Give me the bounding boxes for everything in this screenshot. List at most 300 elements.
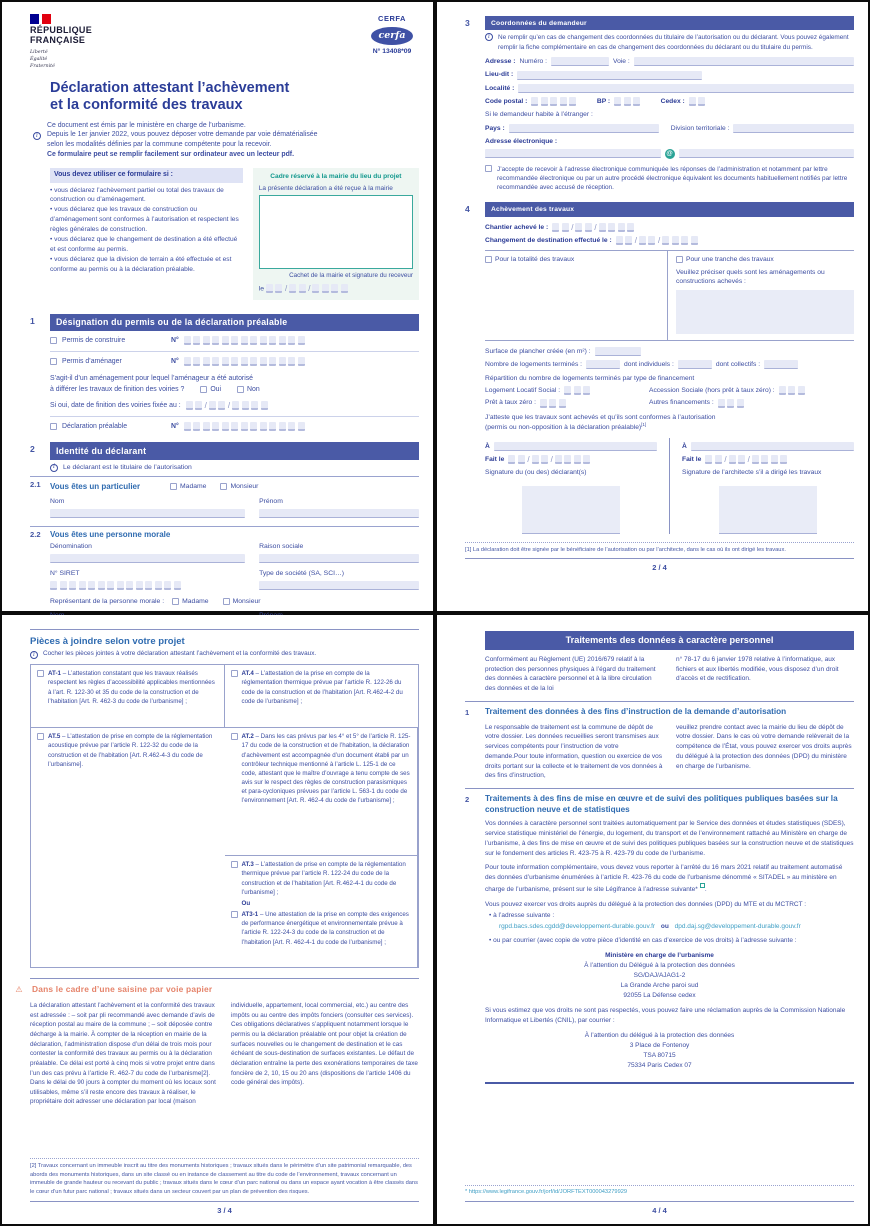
chantier-acheve-date-input[interactable]: [552, 223, 636, 232]
char-box[interactable]: [231, 336, 238, 345]
char-box[interactable]: [569, 97, 576, 106]
at2-checkbox[interactable]: [231, 733, 238, 740]
bp-input[interactable]: [614, 97, 643, 106]
char-box[interactable]: [269, 422, 276, 431]
char-box[interactable]: [691, 236, 698, 245]
char-box[interactable]: [752, 455, 759, 464]
cedex-input[interactable]: [689, 97, 708, 106]
char-box[interactable]: [117, 581, 124, 590]
char-box[interactable]: [209, 401, 216, 410]
oui-label: Oui: [210, 385, 222, 393]
at5-checkbox[interactable]: [37, 733, 44, 740]
pays-field[interactable]: [509, 124, 659, 133]
char-box[interactable]: [738, 455, 745, 464]
char-box[interactable]: [715, 455, 722, 464]
footnote-2: [2] Travaux concernant un immeuble inscrit au titre des monuments historiques ; travaux situés dans le périmètre d’un site patrimonial remarquable, des abords des monuments historiques, dans un site classé ou en instance de classement au titre du code de l’environnement, travaux concernant un immeuble de grande hauteur ou recevant du public ; travaux situés dans le cœur d’un parc national ou dans un espace ayant vocation à être classés dans le cœur d’un futur parc national ; travaux situés dans un secteur couvert par un plan de prévention des risques.: [30, 1158, 419, 1196]
page-number: 4 / 4: [652, 1205, 667, 1215]
char-box[interactable]: [608, 223, 615, 232]
info-icon: [30, 651, 38, 659]
email-domain-field[interactable]: [679, 149, 855, 158]
char-box[interactable]: [574, 386, 581, 395]
intro-line: selon les modalités définies par la commune compétente pour la recevoir.: [47, 141, 272, 149]
section-3-number: 3: [465, 18, 470, 28]
char-box[interactable]: [705, 455, 712, 464]
etranger-label: Si le demandeur habite à l’étranger :: [485, 111, 593, 119]
section-3-title: Coordonnées du demandeur: [485, 16, 854, 30]
ptz-input[interactable]: [540, 399, 569, 408]
char-box[interactable]: [88, 581, 95, 590]
lls-input[interactable]: [564, 386, 593, 395]
char-box[interactable]: [672, 236, 679, 245]
char-box[interactable]: [231, 357, 238, 366]
tranche-note: Veuillez préciser quels sont les aménagements ou constructions achevés :: [676, 269, 825, 286]
mairie-panel-title: Cadre réservé à la mairie du lieu du projet: [270, 172, 402, 180]
autres-financements-input[interactable]: [718, 399, 747, 408]
rgpd-intro-left: Conformément au Règlement (UE) 2016/679 relatif à la protection des personnes physiques à l’égard du traitement des données à caractère personnel et à la libre circulation des données et de la loi: [485, 655, 656, 693]
madame-label: Madame: [182, 597, 209, 605]
representant-madame-checkbox[interactable]: [172, 598, 179, 605]
form-number: N° 13408*09: [372, 47, 412, 55]
intro-line: Ce document est émis par le ministère en charge de l’urbanisme.: [47, 121, 246, 129]
char-box[interactable]: [184, 422, 191, 431]
at4-code: AT.4: [241, 670, 254, 678]
madame-checkbox[interactable]: [170, 483, 177, 490]
cerfa-logo: [371, 14, 413, 56]
denomination-field[interactable]: [50, 554, 245, 563]
dont-collectifs-field[interactable]: [764, 360, 798, 369]
sdes-paragraph: Vos données à caractère personnel sont traitées automatiquement par le Service des données et études statistiques (SDES), service statistique ministériel de l’énergie, du logement, du transport et de l’environnement rattaché au Ministère en charge de l’urbanisme, à des fins de mise en œuvre et de suivi des politiques publiques basées sur la construction neuve et de statistiques sur le fondement des articles R. 423-75 à R. 423-79 du code de l’urbanisme.: [485, 820, 854, 857]
at3-text: – L’attestation de prise en compte de la réglementation thermique prévue par l’article R. 122-24 du code de la construction et de l’habitation [Art. R.462-4-1 du code de l’urbanisme] ;: [241, 861, 406, 896]
char-box[interactable]: [541, 455, 548, 464]
char-box[interactable]: [331, 284, 338, 293]
accept-email-label: J’accepte de recevoir à l’adresse électronique communiquée les réponses de l’administration et notamment par lettre recommandée électronique ou par un autre procédé électronique équivalent les documents habituellement notifiés par lettre recommandée avec accusé de réception.: [497, 165, 848, 192]
attestation-line2: (permis ou non-opposition à la déclaration préalable): [485, 424, 642, 432]
char-box[interactable]: [98, 581, 105, 590]
char-box[interactable]: [564, 386, 571, 395]
char-box[interactable]: [203, 336, 210, 345]
adresse-suivante-bullet: • à l’adresse suivante :: [489, 911, 854, 921]
declaration-prealable-number-input[interactable]: [184, 422, 308, 431]
char-box[interactable]: [559, 399, 566, 408]
char-box[interactable]: [193, 422, 200, 431]
char-box[interactable]: [639, 236, 646, 245]
char-box[interactable]: [222, 357, 229, 366]
char-box[interactable]: [549, 399, 556, 408]
page-footer: [465, 558, 854, 574]
char-box[interactable]: [260, 422, 267, 431]
numero-label: N°: [171, 337, 179, 345]
rgpd-intro-right: n° 78-17 du 6 janvier 1978 relative à l’informatique, aux fichiers et aux libertés modifiée, vous disposez d’un droit d’accès et de rectification.: [676, 655, 839, 683]
legifrance-footnote-link[interactable]: * https://www.legifrance.gouv.fr/jorf/id/JORFTEXT000043279929: [465, 1185, 854, 1197]
at2-text: – Dans les cas prévus par les 4° et 5° de l’article R. 125-17 du code de la construction et de l’habitation, la déclaration d’achèvement est accompagnée d’un document établi par un contrôleur technique mentionné à l’article L. 125-1 de ce code, attestant que le maître d’ouvrage a tenu compte de ses avis sur le respect des règles de construction parasismiques et para-cycloniques prévues par l’article L. 563-1 du code de l’environnement [Art. R. 462-4 du code de l’urbanisme] ;: [241, 733, 411, 805]
char-box[interactable]: [212, 357, 219, 366]
sitadel-paragraph: Pour toute information complémentaire, vous devez vous reporter à l’arrêté du 16 mars 2021 relatif au traitement automatisé des données d’urbanisme énumérées à l’article R. 423-76 du code de l’urbanisme dénommé « SITADEL » au ministère en charge de l’urbanisme, présent sur le site Légifrance à l’adresse suivante*: [485, 864, 843, 893]
signature-declarant-label: Signature du (ou des) déclarant(s): [485, 469, 587, 477]
voie-label: Voie :: [613, 57, 630, 65]
char-box[interactable]: [552, 223, 559, 232]
siret-input[interactable]: [50, 581, 183, 590]
chantier-acheve-label: Chantier achevé le :: [485, 223, 549, 231]
char-box[interactable]: [212, 336, 219, 345]
mairie-stamp-area: [259, 195, 413, 269]
localite-label: Localité :: [485, 84, 515, 92]
char-box[interactable]: [222, 336, 229, 345]
char-box[interactable]: [550, 97, 557, 106]
attestation-line1: J’atteste que les travaux sont achevés et qu’ils sont conformes à l’autorisation: [485, 413, 716, 421]
char-box[interactable]: [616, 236, 623, 245]
voiries-question-line2: à différer les travaux de finition des voiries ?: [50, 385, 185, 393]
pays-label: Pays :: [485, 124, 505, 132]
char-box[interactable]: [299, 284, 306, 293]
lieu-architecte-field[interactable]: [691, 442, 854, 451]
char-box[interactable]: [531, 97, 538, 106]
char-box[interactable]: [279, 357, 286, 366]
representant-monsieur-checkbox[interactable]: [223, 598, 230, 605]
char-box[interactable]: [79, 581, 86, 590]
cerfa-word: CERFA: [378, 14, 406, 23]
char-box[interactable]: [681, 236, 688, 245]
at3-1-checkbox[interactable]: [231, 911, 238, 918]
char-box[interactable]: [633, 97, 640, 106]
char-box[interactable]: [250, 336, 257, 345]
char-box[interactable]: [288, 357, 295, 366]
ministere-address-block: [465, 951, 854, 1001]
char-box[interactable]: [562, 223, 569, 232]
date-separator: /: [308, 284, 311, 293]
mairie-date-label: le: [258, 285, 265, 293]
char-box[interactable]: [560, 97, 567, 106]
rgpd-email-link[interactable]: rgpd.bacs.sdes.cgdd@developpement-durable.gouv.fr: [499, 923, 656, 931]
char-box[interactable]: [269, 357, 276, 366]
a-label: À: [682, 442, 687, 450]
char-box[interactable]: [288, 422, 295, 431]
oui-checkbox[interactable]: [200, 386, 207, 393]
char-box[interactable]: [555, 455, 562, 464]
motto-fraternite: Fraternité: [30, 64, 55, 70]
instruction-text-right: veuillez prendre contact avec la mairie du lieu de dépôt de votre dossier. Dans le cas où votre demande relèverait de la compétence de l’État, vous pouvez exercer vos droits auprès du délégué à la protection des données (DPD) du ministère en charge de l’urbanisme.: [676, 723, 852, 770]
at2-code: AT.2: [241, 733, 254, 741]
lieu-declarant-field[interactable]: [494, 442, 657, 451]
char-box[interactable]: [585, 223, 592, 232]
char-box[interactable]: [780, 455, 787, 464]
document-grid: [2, 2, 868, 1224]
char-box[interactable]: [662, 236, 669, 245]
char-box[interactable]: [729, 455, 736, 464]
changement-destination-date-input[interactable]: [616, 236, 700, 245]
char-box[interactable]: [322, 284, 329, 293]
non-label: Non: [247, 385, 260, 393]
char-box[interactable]: [250, 422, 257, 431]
char-box[interactable]: [583, 386, 590, 395]
adresse-electronique-label: Adresse électronique :: [485, 138, 558, 146]
totalite-label: Pour la totalité des travaux: [495, 255, 575, 263]
char-box[interactable]: [779, 386, 786, 395]
char-box[interactable]: [232, 401, 239, 410]
char-box[interactable]: [618, 223, 625, 232]
permis-amenager-checkbox[interactable]: [50, 358, 57, 365]
at3-1-code: AT3-1: [241, 911, 259, 919]
char-box[interactable]: [624, 97, 631, 106]
date-finition-input[interactable]: [186, 401, 270, 410]
fait-le-declarant-date-input[interactable]: [508, 455, 592, 464]
lieu-dit-label: Lieu-dit :: [485, 71, 514, 79]
page-number: 3 / 4: [217, 1205, 232, 1215]
char-box[interactable]: [289, 284, 296, 293]
char-box[interactable]: [60, 581, 67, 590]
footnote-1: [1] La déclaration doit être signée par le bénéficiaire de l’autorisation ou par l’architecte, dans le cas où ils ont dirigé les travaux.: [465, 542, 854, 555]
char-box[interactable]: [193, 357, 200, 366]
form-title: [50, 80, 419, 113]
subsection-2-2-title: Vous êtes une personne morale: [50, 529, 171, 539]
char-box[interactable]: [145, 581, 152, 590]
attachments-grid: [30, 664, 419, 968]
signature-declarant-area[interactable]: [522, 486, 620, 534]
traitements-donnees-title: Traitements des données à caractère personnel: [485, 631, 854, 650]
char-box[interactable]: [288, 336, 295, 345]
char-box[interactable]: [275, 284, 282, 293]
cnil-paragraph: Si vous estimez que vos droits ne sont pas respectés, vous pouvez faire une réclamation auprès de la Commission Nationale Informatique et Libertés (CNIL), par courrier :: [485, 1007, 846, 1024]
char-box[interactable]: [222, 422, 229, 431]
permis-construire-label: Permis de construire: [62, 337, 126, 345]
monsieur-checkbox[interactable]: [220, 483, 227, 490]
char-box[interactable]: [251, 401, 258, 410]
ou-label: ou: [660, 923, 669, 931]
permis-amenager-number-input[interactable]: [184, 357, 308, 366]
char-box[interactable]: [241, 422, 248, 431]
page-3: [2, 615, 433, 1224]
char-box[interactable]: [575, 223, 582, 232]
mairie-date-input[interactable]: [266, 284, 350, 293]
address-line: À l’attention du délégué à la protection des données: [584, 1031, 735, 1039]
char-box[interactable]: [771, 455, 778, 464]
char-box[interactable]: [231, 422, 238, 431]
non-checkbox[interactable]: [237, 386, 244, 393]
signature-architecte-area[interactable]: [719, 486, 817, 534]
changement-destination-label: Changement de destination effectué le :: [485, 237, 612, 245]
code-postal-input[interactable]: [531, 97, 579, 106]
fait-le-architecte-date-input[interactable]: [705, 455, 789, 464]
char-box[interactable]: [107, 581, 114, 590]
pieces-a-joindre-title: Pièces à joindre selon votre projet: [30, 636, 185, 647]
char-box[interactable]: [241, 357, 248, 366]
char-box[interactable]: [261, 401, 268, 410]
dont-individuels-field[interactable]: [678, 360, 712, 369]
char-box[interactable]: [279, 422, 286, 431]
numero-field[interactable]: [551, 57, 609, 66]
char-box[interactable]: [508, 455, 515, 464]
section-4-title: Achèvement des travaux: [485, 202, 854, 216]
char-box[interactable]: [250, 357, 257, 366]
tranche-details-textarea[interactable]: [676, 290, 854, 334]
p4-section-2-number: 2: [465, 795, 470, 804]
monsieur-label: Monsieur: [232, 597, 261, 605]
date-separator: /: [747, 455, 750, 465]
char-box[interactable]: [564, 455, 571, 464]
char-box[interactable]: [583, 455, 590, 464]
char-box[interactable]: [788, 386, 795, 395]
rf-line1: RÉPUBLIQUE: [30, 25, 93, 35]
at1-checkbox[interactable]: [37, 670, 44, 677]
voie-field[interactable]: [634, 57, 854, 66]
char-box[interactable]: [541, 97, 548, 106]
p4-section-2-title: Traitements à des fins de mise en œuvre et de suivi des politiques publiques basées sur la construction neuve et de statistiques: [485, 794, 838, 814]
address-line: 3 Place de Fontenoy: [629, 1041, 690, 1049]
char-box[interactable]: [689, 97, 696, 106]
declaration-prealable-label: Déclaration préalable: [62, 422, 128, 430]
char-box[interactable]: [218, 401, 225, 410]
nom-field[interactable]: [50, 509, 245, 518]
char-box[interactable]: [241, 336, 248, 345]
dont-individuels-label: dont individuels :: [624, 361, 674, 369]
char-box[interactable]: [69, 581, 76, 590]
char-box[interactable]: [627, 223, 634, 232]
char-box[interactable]: [266, 284, 273, 293]
type-societe-label: Type de société (SA, SCI…): [259, 570, 345, 578]
use-form-bullet: • vous déclarez que la division de terrain a été effectuée et est conforme au permis ou à la déclaration préalable.: [50, 255, 243, 275]
address-line: 75334 Paris Cedex 07: [627, 1061, 692, 1069]
section-2-number: 2: [30, 444, 35, 455]
mairie-cachet-label: Cachet de la mairie et signature du receveur: [289, 272, 413, 280]
char-box[interactable]: [298, 422, 305, 431]
char-box[interactable]: [260, 336, 267, 345]
permis-construire-checkbox[interactable]: [50, 337, 57, 344]
intro-line-bold: Ce formulaire peut se remplir facilement sur ordinateur avec un lecteur pdf.: [47, 151, 294, 159]
email-local-field[interactable]: [485, 149, 661, 158]
date-separator: /: [634, 236, 637, 246]
char-box[interactable]: [184, 336, 191, 345]
declarant-note: Le déclarant est le titulaire de l’autorisation: [63, 463, 192, 471]
accession-label: Accession Sociale (hors prêt à taux zéro) :: [649, 386, 775, 394]
lieu-dit-field[interactable]: [517, 71, 702, 80]
droits-dpd-paragraph: Vous pouvez exercer vos droits auprès du délégué à la protection des données (DPD) du MTE et du MCTRCT :: [485, 900, 807, 908]
char-box[interactable]: [574, 455, 581, 464]
french-flag-icon: [30, 14, 92, 24]
char-box[interactable]: [203, 422, 210, 431]
prenom-label: Prénom: [259, 498, 283, 506]
page-2: [437, 2, 868, 611]
char-box[interactable]: [298, 336, 305, 345]
at3-checkbox[interactable]: [231, 861, 238, 868]
adresse-label: Adresse :: [485, 57, 516, 65]
localite-field[interactable]: [518, 84, 854, 93]
use-form-bullet: • vous déclarez que les travaux de construction ou d’aménagement sont conformes à l’autorisation et respectent les règles générales de construction.: [50, 205, 243, 235]
at1-code: AT-1: [48, 670, 61, 678]
prenom-field[interactable]: [259, 509, 419, 518]
char-box[interactable]: [203, 357, 210, 366]
char-box[interactable]: [727, 399, 734, 408]
char-box[interactable]: [614, 97, 621, 106]
subsection-2-1-title: Vous êtes un particulier: [50, 482, 141, 492]
char-box[interactable]: [260, 357, 267, 366]
char-box[interactable]: [50, 581, 57, 590]
char-box[interactable]: [648, 236, 655, 245]
date-separator: /: [594, 222, 597, 232]
pieces-note: Cocher les pièces jointes à votre déclaration attestant l’achèvement et la conformité des travaux.: [43, 650, 317, 658]
autres-financements-label: Autres financements :: [649, 399, 714, 407]
char-box[interactable]: [599, 223, 606, 232]
char-box[interactable]: [126, 581, 133, 590]
char-box[interactable]: [155, 581, 162, 590]
at5-text: – L’attestation de prise en compte de la réglementation acoustique prévue par l’article R. 122-32 du code de la construction et de l’habitation [Art. R.462-4-3 du code de l’urbanisme].: [48, 733, 213, 768]
accept-email-checkbox[interactable]: [485, 165, 492, 172]
subsection-2-2-number: 2.2: [30, 529, 41, 539]
char-box[interactable]: [312, 284, 319, 293]
sentence-end: .: [704, 885, 707, 893]
page-number: 2 / 4: [652, 563, 667, 573]
char-box[interactable]: [212, 422, 219, 431]
accession-input[interactable]: [779, 386, 808, 395]
char-box[interactable]: [798, 386, 805, 395]
at-sign-icon: @: [666, 150, 673, 158]
raison-sociale-field[interactable]: [259, 554, 419, 563]
date-separator: /: [571, 222, 574, 232]
char-box[interactable]: [193, 336, 200, 345]
totalite-checkbox[interactable]: [485, 256, 492, 263]
raison-sociale-label: Raison sociale: [259, 543, 304, 550]
char-box[interactable]: [242, 401, 249, 410]
attestation-footnote-ref: [1]: [641, 422, 647, 428]
repartition-label: Répartition du nombre de logements terminés par type de financement: [485, 374, 695, 382]
numero-label: Numéro :: [519, 57, 547, 65]
rf-line2: FRANÇAISE: [30, 34, 86, 45]
declaration-prealable-checkbox[interactable]: [50, 423, 57, 430]
dpd-email-link[interactable]: dpd.daj.sg@developpement-durable.gouv.fr: [674, 923, 801, 931]
char-box[interactable]: [540, 399, 547, 408]
type-societe-field[interactable]: [259, 581, 419, 590]
date-separator: /: [724, 455, 727, 465]
p4-section-1-title: Traitement des données à des fins d’instruction de la demande d’autorisation: [485, 706, 787, 716]
mairie-received-label: La présente déclaration a été reçue à la mairie: [258, 185, 393, 193]
madame-label: Madame: [180, 483, 207, 491]
p4-section-1-number: 1: [465, 707, 470, 717]
char-box[interactable]: [174, 581, 181, 590]
char-box[interactable]: [186, 401, 193, 410]
ou-label: Ou: [241, 899, 251, 907]
lls-label: Logement Locatif Social :: [485, 386, 561, 394]
permis-construire-number-input[interactable]: [184, 336, 308, 345]
page-1: [2, 2, 433, 611]
char-box[interactable]: [195, 401, 202, 410]
ptz-label: Prêt à taux zéro :: [485, 399, 536, 407]
tranche-checkbox[interactable]: [676, 256, 683, 263]
date-separator: /: [204, 401, 207, 411]
date-separator: /: [284, 284, 288, 293]
char-box[interactable]: [737, 399, 744, 408]
char-box[interactable]: [718, 399, 725, 408]
char-box[interactable]: [532, 455, 539, 464]
char-box[interactable]: [341, 284, 348, 293]
info-icon: [33, 132, 41, 140]
char-box[interactable]: [625, 236, 632, 245]
nb-logements-field[interactable]: [586, 360, 620, 369]
mairie-reserved-panel: [253, 168, 419, 300]
char-box[interactable]: [761, 455, 768, 464]
char-box[interactable]: [279, 336, 286, 345]
surface-plancher-field[interactable]: [595, 347, 641, 356]
char-box[interactable]: [698, 97, 705, 106]
char-box[interactable]: [136, 581, 143, 590]
at3-code: AT.3: [241, 861, 254, 869]
char-box[interactable]: [518, 455, 525, 464]
char-box[interactable]: [164, 581, 171, 590]
char-box[interactable]: [298, 357, 305, 366]
tranche-label: Pour une tranche des travaux: [686, 255, 774, 263]
at4-checkbox[interactable]: [231, 670, 238, 677]
char-box[interactable]: [269, 336, 276, 345]
char-box[interactable]: [184, 357, 191, 366]
info-icon: [50, 464, 58, 472]
division-territoriale-field[interactable]: [733, 124, 854, 133]
